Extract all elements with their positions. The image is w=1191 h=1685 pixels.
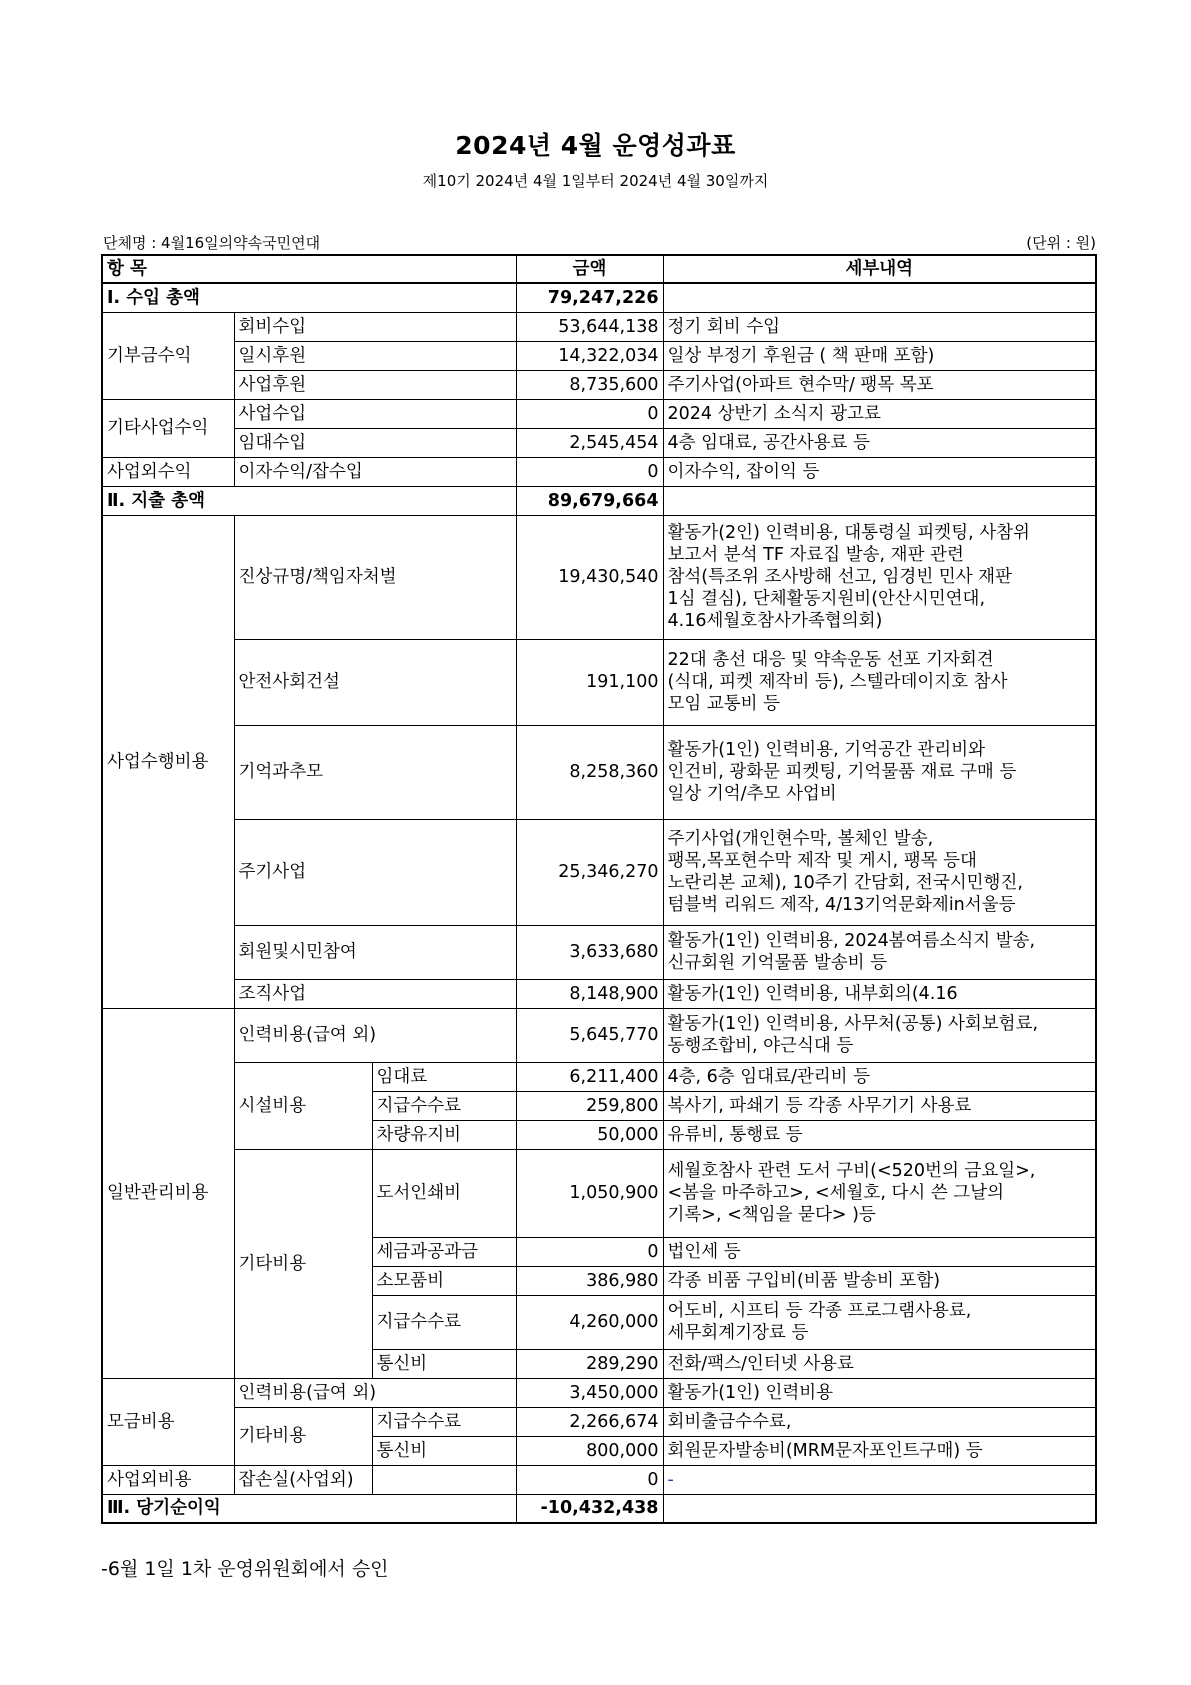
detail-line: 보고서 분석 TF 자료집 발송, 재판 관련: [667, 545, 964, 565]
non-business-expense-category: 사업외비용: [102, 1465, 234, 1494]
table-row: [102, 1465, 1096, 1494]
row-amount: 800,000: [516, 1436, 663, 1465]
expense-total-label: Ⅱ. 지출 총액: [102, 486, 516, 515]
detail-line: 모임 교통비 등: [667, 694, 781, 714]
expense-total-row: [102, 486, 1096, 515]
detail-line: 노란리본 교체), 10주기 간담회, 전국시민행진,: [667, 873, 1023, 893]
row-amount: 191,100: [516, 639, 663, 725]
row-item: 잡손실(사업외): [234, 1465, 372, 1494]
net-income-label: Ⅲ. 당기순이익: [102, 1494, 516, 1523]
detail-line: 어도비, 시프티 등 각종 프로그램사용료,: [667, 1301, 972, 1321]
donation-category: 기부금수익: [102, 312, 234, 399]
general-category: 일반관리비용: [102, 1008, 234, 1378]
row-item: 인력비용(급여 외): [234, 1378, 516, 1407]
row-item: 이자수익/잡수입: [234, 457, 516, 486]
detail-line: 1심 결심), 단체활동지원비(안산시민연대,: [667, 589, 986, 609]
detail-line: (식대, 피켓 제작비 등), 스텔라데이지호 참사: [667, 672, 1008, 692]
row-amount: 259,800: [516, 1091, 663, 1120]
detail-line: 팽목,목포현수막 제작 및 게시, 팽목 등대: [667, 851, 977, 871]
row-amount: 5,645,770: [516, 1008, 663, 1062]
organization-name: 단체명 : 4월16일의약속국민연대: [103, 234, 321, 252]
row-item: 통신비: [372, 1349, 516, 1378]
row-item: 회비수입: [234, 312, 516, 341]
row-amount: 6,211,400: [516, 1062, 663, 1091]
row-detail: 유류비, 통행료 등: [663, 1120, 1096, 1149]
row-detail: -: [663, 1465, 1096, 1494]
table-row: [102, 1378, 1096, 1407]
row-item: 진상규명/책임자처벌: [234, 515, 516, 639]
row-detail: 정기 회비 수입: [663, 312, 1096, 341]
row-item: 회원및시민참여: [234, 925, 516, 979]
row-detail: 회원문자발송비(MRM문자포인트구매) 등: [663, 1436, 1096, 1465]
table-row: [102, 925, 1096, 979]
expense-total-detail: [663, 486, 1096, 515]
table-row: [102, 1062, 1096, 1091]
row-detail: 법인세 등: [663, 1237, 1096, 1266]
table-row: [102, 370, 1096, 399]
row-amount: 8,148,900: [516, 979, 663, 1008]
row-item: 임대료: [372, 1062, 516, 1091]
col-header-item: 항 목: [102, 255, 516, 283]
col-header-detail: 세부내역: [663, 255, 1096, 283]
non-business-category: 사업외수익: [102, 457, 234, 486]
fundraising-other-subcategory: 기타비용: [234, 1407, 372, 1465]
detail-line: 동행조합비, 야근식대 등: [667, 1036, 854, 1056]
row-detail: [663, 819, 1096, 925]
col-header-amount: 금액: [516, 255, 663, 283]
row-amount: 53,644,138: [516, 312, 663, 341]
expense-total-amount: 89,679,664: [516, 486, 663, 515]
row-detail: 주기사업(아파트 현수막/ 팽목 목포: [663, 370, 1096, 399]
row-amount: 14,322,034: [516, 341, 663, 370]
detail-line: 활동가(1인) 인력비용, 기억공간 관리비와: [667, 740, 986, 760]
row-item: 지급수수료: [372, 1295, 516, 1349]
row-item: 인력비용(급여 외): [234, 1008, 516, 1062]
approval-note: -6월 1일 1차 운영위원회에서 승인: [101, 1558, 389, 1580]
table-row: [102, 341, 1096, 370]
income-total-detail: [663, 283, 1096, 312]
row-amount: 386,980: [516, 1266, 663, 1295]
page-title: 2024년 4월 운영성과표: [455, 131, 736, 160]
row-amount: 4,260,000: [516, 1295, 663, 1349]
detail-line: 신규회원 기억물품 발송비 등: [667, 953, 888, 973]
row-amount: 25,346,270: [516, 819, 663, 925]
row-item: 사업수입: [234, 399, 516, 428]
detail-line: 텀블벅 리워드 제작, 4/13기억문화제in서울등: [667, 895, 1016, 915]
fundraising-category: 모금비용: [102, 1378, 234, 1465]
row-detail: [663, 725, 1096, 819]
row-item: 사업후원: [234, 370, 516, 399]
row-item: 일시후원: [234, 341, 516, 370]
row-amount: 0: [516, 399, 663, 428]
table-row: [102, 725, 1096, 819]
net-income-detail: [663, 1494, 1096, 1523]
row-amount: 50,000: [516, 1120, 663, 1149]
row-item: 통신비: [372, 1436, 516, 1465]
row-item: 기억과추모: [234, 725, 516, 819]
detail-line: 활동가(1인) 인력비용, 2024봄여름소식지 발송,: [667, 931, 1036, 951]
row-amount: 0: [516, 1465, 663, 1494]
table-row: [102, 1008, 1096, 1062]
table-row: [102, 457, 1096, 486]
unit-label: (단위 : 원): [1026, 234, 1096, 252]
row-item: 임대수입: [234, 428, 516, 457]
table-row: [102, 312, 1096, 341]
row-detail: 활동가(1인) 인력비용, 내부회의(4.16: [663, 979, 1096, 1008]
row-detail: 이자수익, 잡이익 등: [663, 457, 1096, 486]
detail-line: 4.16세월호참사가족협의회): [667, 611, 883, 631]
row-detail: 복사기, 파쇄기 등 각종 사무기기 사용료: [663, 1091, 1096, 1120]
row-item: 소모품비: [372, 1266, 516, 1295]
facility-subcategory: 시설비용: [234, 1062, 372, 1149]
row-amount: 3,633,680: [516, 925, 663, 979]
row-amount: 0: [516, 1237, 663, 1266]
row-detail: 전화/팩스/인터넷 사용료: [663, 1349, 1096, 1378]
row-detail: [663, 925, 1096, 979]
row-item: 세금과공과금: [372, 1237, 516, 1266]
period-subtitle: 제10기 2024년 4월 1일부터 2024년 4월 30일까지: [422, 172, 769, 190]
row-item: 도서인쇄비: [372, 1149, 516, 1237]
income-total-label: Ⅰ. 수입 총액: [102, 283, 516, 312]
row-detail: 2024 상반기 소식지 광고료: [663, 399, 1096, 428]
table-row: [102, 819, 1096, 925]
table-row: [102, 399, 1096, 428]
detail-line: 일상 기억/추모 사업비: [667, 784, 837, 804]
row-item: 안전사회건설: [234, 639, 516, 725]
detail-line: 세무회계기장료 등: [667, 1323, 809, 1343]
row-amount: 2,545,454: [516, 428, 663, 457]
row-amount: 3,450,000: [516, 1378, 663, 1407]
row-amount: 8,258,360: [516, 725, 663, 819]
row-detail: 활동가(1인) 인력비용: [663, 1378, 1096, 1407]
detail-line: 활동가(1인) 인력비용, 사무처(공통) 사회보험료,: [667, 1014, 1039, 1034]
detail-line: 인건비, 광화문 피켓팅, 기억물품 재료 구매 등: [667, 762, 1017, 782]
row-detail: [663, 1295, 1096, 1349]
table-row: [102, 1149, 1096, 1237]
other-subcategory: 기타비용: [234, 1149, 372, 1378]
row-amount: 19,430,540: [516, 515, 663, 639]
row-amount: 2,266,674: [516, 1407, 663, 1436]
detail-line: 활동가(2인) 인력비용, 대통령실 피켓팅, 사참위: [667, 523, 1030, 543]
detail-line: 22대 총선 대응 및 약속운동 선포 기자회견: [667, 650, 994, 670]
row-item: 지급수수료: [372, 1091, 516, 1120]
row-item-empty: [372, 1465, 516, 1494]
net-income-amount: -10,432,438: [516, 1494, 663, 1523]
operating-results-table: [101, 254, 1097, 1524]
row-detail: [663, 1008, 1096, 1062]
other-business-category: 기타사업수익: [102, 399, 234, 457]
table-row: [102, 639, 1096, 725]
row-detail: [663, 515, 1096, 639]
row-item: 조직사업: [234, 979, 516, 1008]
row-item: 지급수수료: [372, 1407, 516, 1436]
income-total-row: [102, 283, 1096, 312]
project-category: 사업수행비용: [102, 515, 234, 1008]
row-item: 주기사업: [234, 819, 516, 925]
detail-line: 세월호참사 관련 도서 구비(<520번의 금요일>,: [667, 1161, 1036, 1181]
table-row: [102, 428, 1096, 457]
detail-line: 기록>, <책임을 묻다> )등: [667, 1205, 876, 1225]
row-amount: 289,290: [516, 1349, 663, 1378]
table-header-row: [102, 255, 1096, 283]
net-income-row: [102, 1494, 1096, 1523]
row-detail: 회비출금수수료,: [663, 1407, 1096, 1436]
row-amount: 8,735,600: [516, 370, 663, 399]
detail-line: 주기사업(개인현수막, 볼체인 발송,: [667, 829, 934, 849]
income-total-amount: 79,247,226: [516, 283, 663, 312]
detail-line: <봄을 마주하고>, <세월호, 다시 쓴 그날의: [667, 1183, 1005, 1203]
table-row: [102, 515, 1096, 639]
row-detail: [663, 1149, 1096, 1237]
table-row: [102, 979, 1096, 1008]
row-detail: 일상 부정기 후원금 ( 책 판매 포함): [663, 341, 1096, 370]
row-item: 차량유지비: [372, 1120, 516, 1149]
table-row: [102, 1407, 1096, 1436]
row-detail: 4층, 6층 임대료/관리비 등: [663, 1062, 1096, 1091]
row-detail: 각종 비품 구입비(비품 발송비 포함): [663, 1266, 1096, 1295]
row-detail: 4층 임대료, 공간사용료 등: [663, 428, 1096, 457]
row-detail: [663, 639, 1096, 725]
row-amount: 0: [516, 457, 663, 486]
row-amount: 1,050,900: [516, 1149, 663, 1237]
detail-line: 참석(특조위 조사방해 선고, 임경빈 민사 재판: [667, 567, 1012, 587]
